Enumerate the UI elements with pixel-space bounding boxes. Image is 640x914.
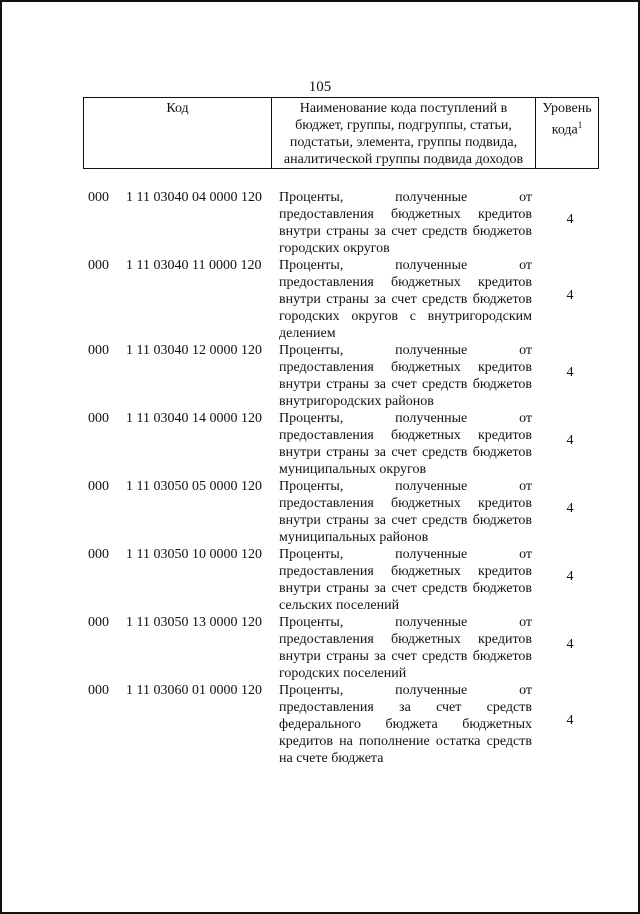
row-admin-code: 000 [88,615,109,630]
table-row [82,682,602,767]
row-code: 1 11 03050 10 0000 120 [126,547,262,562]
table-row [82,342,602,410]
row-code: 1 11 03040 14 0000 120 [126,411,262,426]
row-name: Проценты, полученные от предоставления бюджетных кредитов внутри страны за счет средств бюджетов внутригородских районов [279,343,532,409]
row-level: 4 [566,569,574,584]
row-code: 1 11 03060 01 0000 120 [126,683,262,698]
row-admin-code: 000 [88,190,109,205]
row-code: 1 11 03050 05 0000 120 [126,479,262,494]
row-code: 1 11 03040 12 0000 120 [126,343,262,358]
page-number: 105 [308,79,332,95]
row-name: Проценты, полученные от предоставления бюджетных кредитов внутри страны за счет средств бюджетов городских округов [279,190,532,256]
row-admin-code: 000 [88,258,109,273]
row-name: Проценты, полученные от предоставления за счет средств федерального бюджета бюджетных кредитов на пополнение остатка средств на счете бюджета [279,683,532,766]
row-admin-code: 000 [88,343,109,358]
row-level: 4 [566,212,574,227]
table-header [83,97,599,169]
row-admin-code: 000 [88,683,109,698]
row-admin-code: 000 [88,411,109,426]
table-row [82,478,602,546]
row-code: 1 11 03040 11 0000 120 [126,258,262,273]
header-code: Код [84,98,272,169]
table-row [82,410,602,478]
table-row [82,189,602,257]
row-level: 4 [566,637,574,652]
row-level: 4 [566,713,574,728]
row-code: 1 11 03040 04 0000 120 [126,190,262,205]
row-name: Проценты, полученные от предоставления бюджетных кредитов внутри страны за счет средств бюджетов сельских поселений [279,547,532,613]
row-level: 4 [566,365,574,380]
row-admin-code: 000 [88,547,109,562]
table-row [82,614,602,682]
row-level: 4 [566,501,574,516]
row-name: Проценты, полученные от предоставления бюджетных кредитов внутри страны за счет средств бюджетов муниципальных округов [279,411,532,477]
header-level-footnote: 1 [577,120,583,130]
table-row [82,546,602,614]
row-code: 1 11 03050 13 0000 120 [126,615,262,630]
header-level [536,98,599,169]
table-body [82,189,602,767]
row-admin-code: 000 [88,479,109,494]
row-level: 4 [566,433,574,448]
header-name: Наименование кода поступлений в бюджет, группы, подгруппы, статьи, подстатьи, элемента, группы подвида, аналитической группы подвида доходов [272,98,536,169]
row-level: 4 [566,288,574,303]
row-name: Проценты, полученные от предоставления бюджетных кредитов внутри страны за счет средств бюджетов городских поселений [279,615,532,681]
row-name: Проценты, полученные от предоставления бюджетных кредитов внутри страны за счет средств бюджетов городских округов с внутригородским делением [279,258,532,341]
table-row [82,257,602,342]
header-level-text: Уровень кода [542,101,592,138]
row-name: Проценты, полученные от предоставления бюджетных кредитов внутри страны за счет средств бюджетов муниципальных районов [279,479,532,545]
